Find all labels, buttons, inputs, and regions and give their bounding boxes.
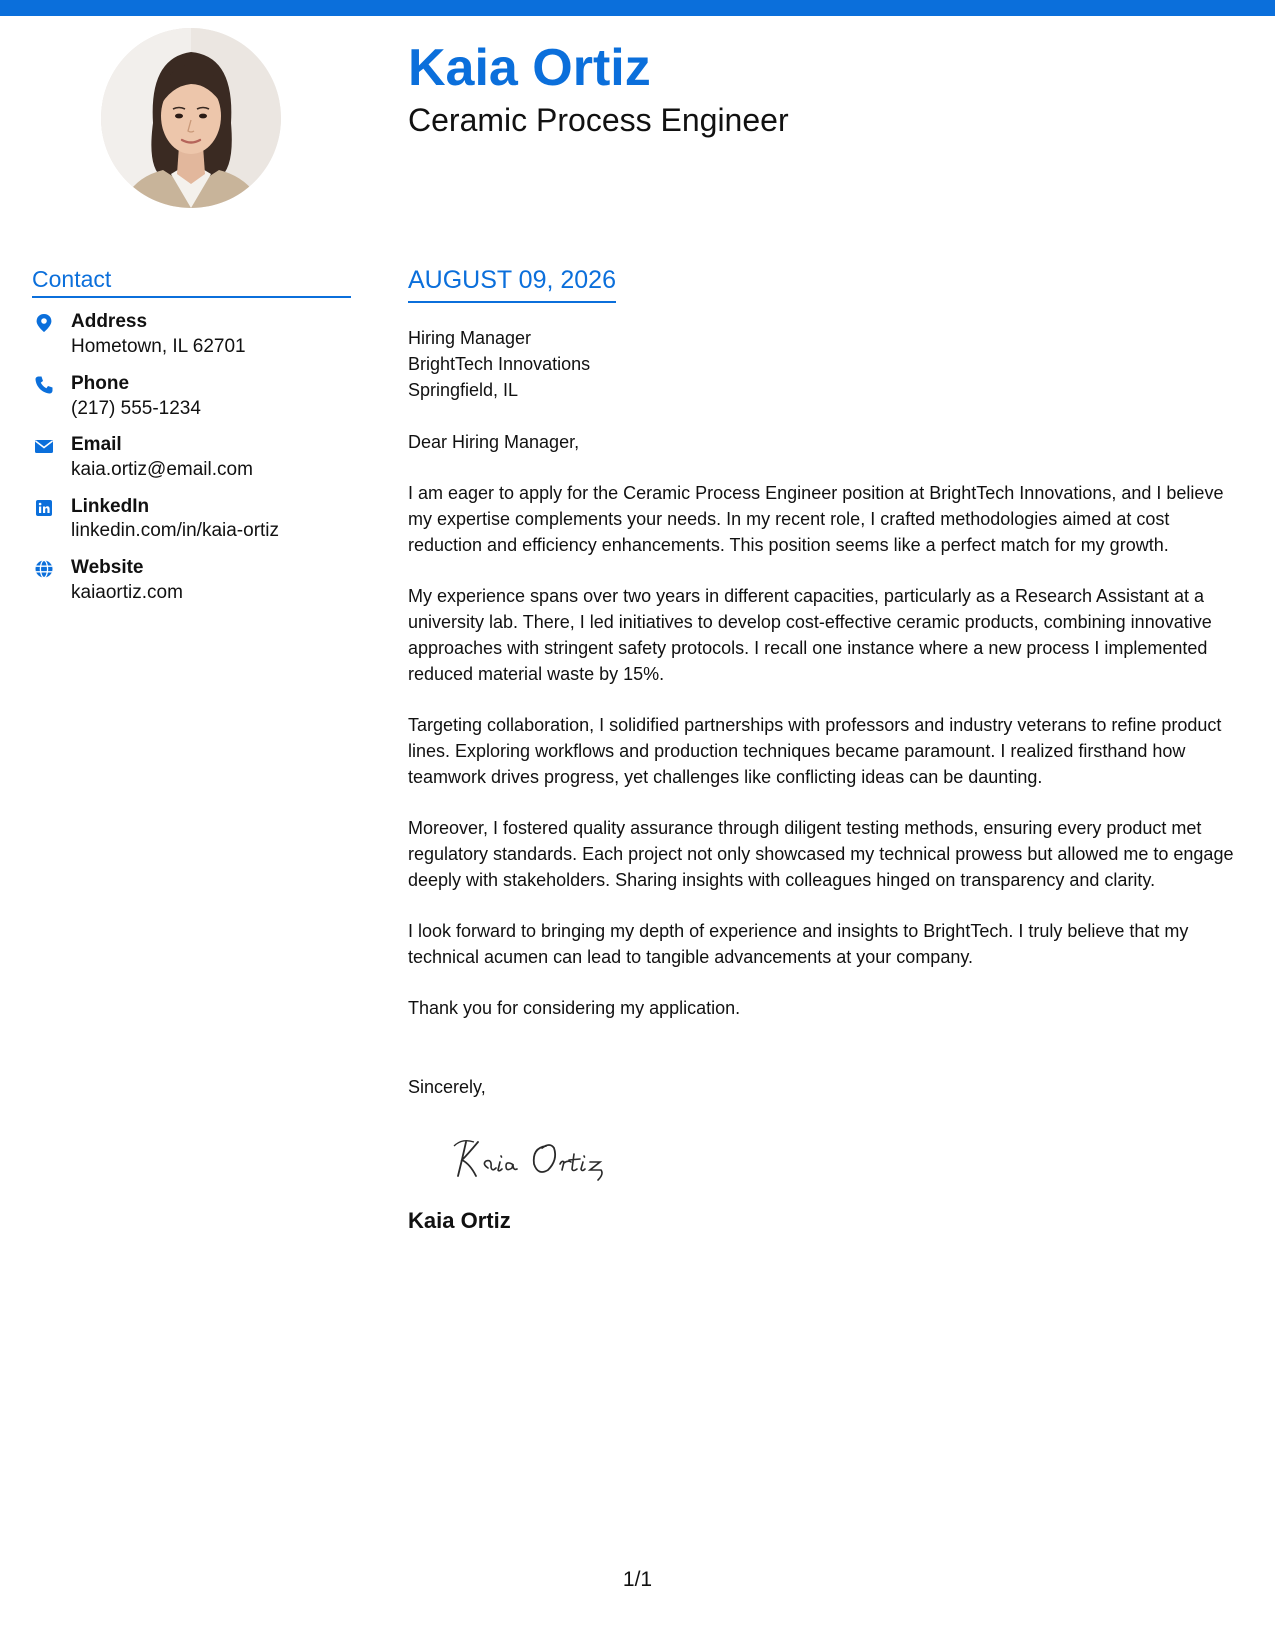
contact-heading: Contact [32, 266, 351, 298]
address-value: Hometown, IL 62701 [71, 336, 246, 358]
applicant-name: Kaia Ortiz [408, 39, 651, 97]
salutation: Dear Hiring Manager, [408, 431, 580, 452]
contact-label: Website [71, 556, 144, 578]
handwritten-signature [448, 1134, 638, 1184]
letter-date: AUGUST 09, 2026 [408, 266, 616, 303]
contact-label: Address [71, 311, 148, 333]
recipient-line: BrightTech Innovations [408, 353, 591, 374]
recipient-block [408, 325, 1243, 403]
envelope-icon [34, 436, 54, 456]
page-number: 1/1 [622, 1568, 653, 1591]
contact-sidebar [32, 266, 351, 617]
letter-paragraph: Targeting collaboration, I solidified partnerships with professors and industry veterans to refine product lines. Exploring workflows and production techniques became paramount. I realized firsthand how teamwork drives progress, yet challenges like conflicting ideas can be daunting. [408, 714, 1222, 787]
closing: Sincerely, [408, 1076, 486, 1097]
contact-label: Phone [71, 372, 130, 394]
contact-label: LinkedIn [71, 495, 150, 517]
top-accent-bar [0, 0, 1275, 16]
contact-item-website [32, 556, 351, 605]
globe-icon [34, 559, 54, 579]
signed-name: Kaia Ortiz [408, 1207, 511, 1233]
letter-body [408, 266, 1243, 1234]
website-value[interactable]: kaiaortiz.com [71, 581, 183, 603]
job-title: Ceramic Process Engineer [408, 102, 789, 138]
phone-icon [34, 375, 54, 395]
phone-value[interactable]: (217) 555-1234 [71, 397, 201, 419]
email-value[interactable]: kaia.ortiz@email.com [71, 458, 253, 480]
recipient-line: Hiring Manager [408, 327, 532, 348]
recipient-line: Springfield, IL [408, 379, 519, 400]
map-pin-icon [34, 313, 54, 333]
contact-item-address [32, 310, 351, 359]
letter-paragraph: Moreover, I fostered quality assurance through diligent testing methods, ensuring every product met regulatory standards. Each project not only showcased my technical prowess but allowed me to engage deeply with stakeholders. Sharing insights with colleagues hinged on transparency and clarity. [408, 817, 1234, 890]
letter-paragraph: I look forward to bringing my depth of experience and insights to BrightTech. I truly believe that my technical acumen can lead to tangible advancements at your company. [408, 920, 1189, 967]
linkedin-icon [34, 498, 54, 518]
profile-photo [101, 28, 281, 208]
linkedin-value[interactable]: linkedin.com/in/kaia-ortiz [71, 520, 280, 542]
contact-list [32, 310, 351, 605]
contact-item-linkedin [32, 495, 351, 544]
letter-paragraph: My experience spans over two years in different capacities, particularly as a Research Assistant at a university lab. There, I led initiatives to develop cost-effective ceramic products, combining innovative approaches with stringent safety protocols. I recall one instance where a new process I implemented reduced material waste by 15%. [408, 585, 1212, 684]
contact-item-phone [32, 372, 351, 421]
contact-label: Email [71, 434, 122, 456]
letter-paragraph: I am eager to apply for the Ceramic Process Engineer position at BrightTech Innovations, and I believe my expertise complements your needs. In my recent role, I crafted methodologies aimed at cost reduction and efficiency enhancements. This position seems like a perfect match for my growth. [408, 482, 1224, 555]
contact-item-email [32, 433, 351, 482]
letter-paragraph: Thank you for considering my application. [408, 997, 741, 1018]
